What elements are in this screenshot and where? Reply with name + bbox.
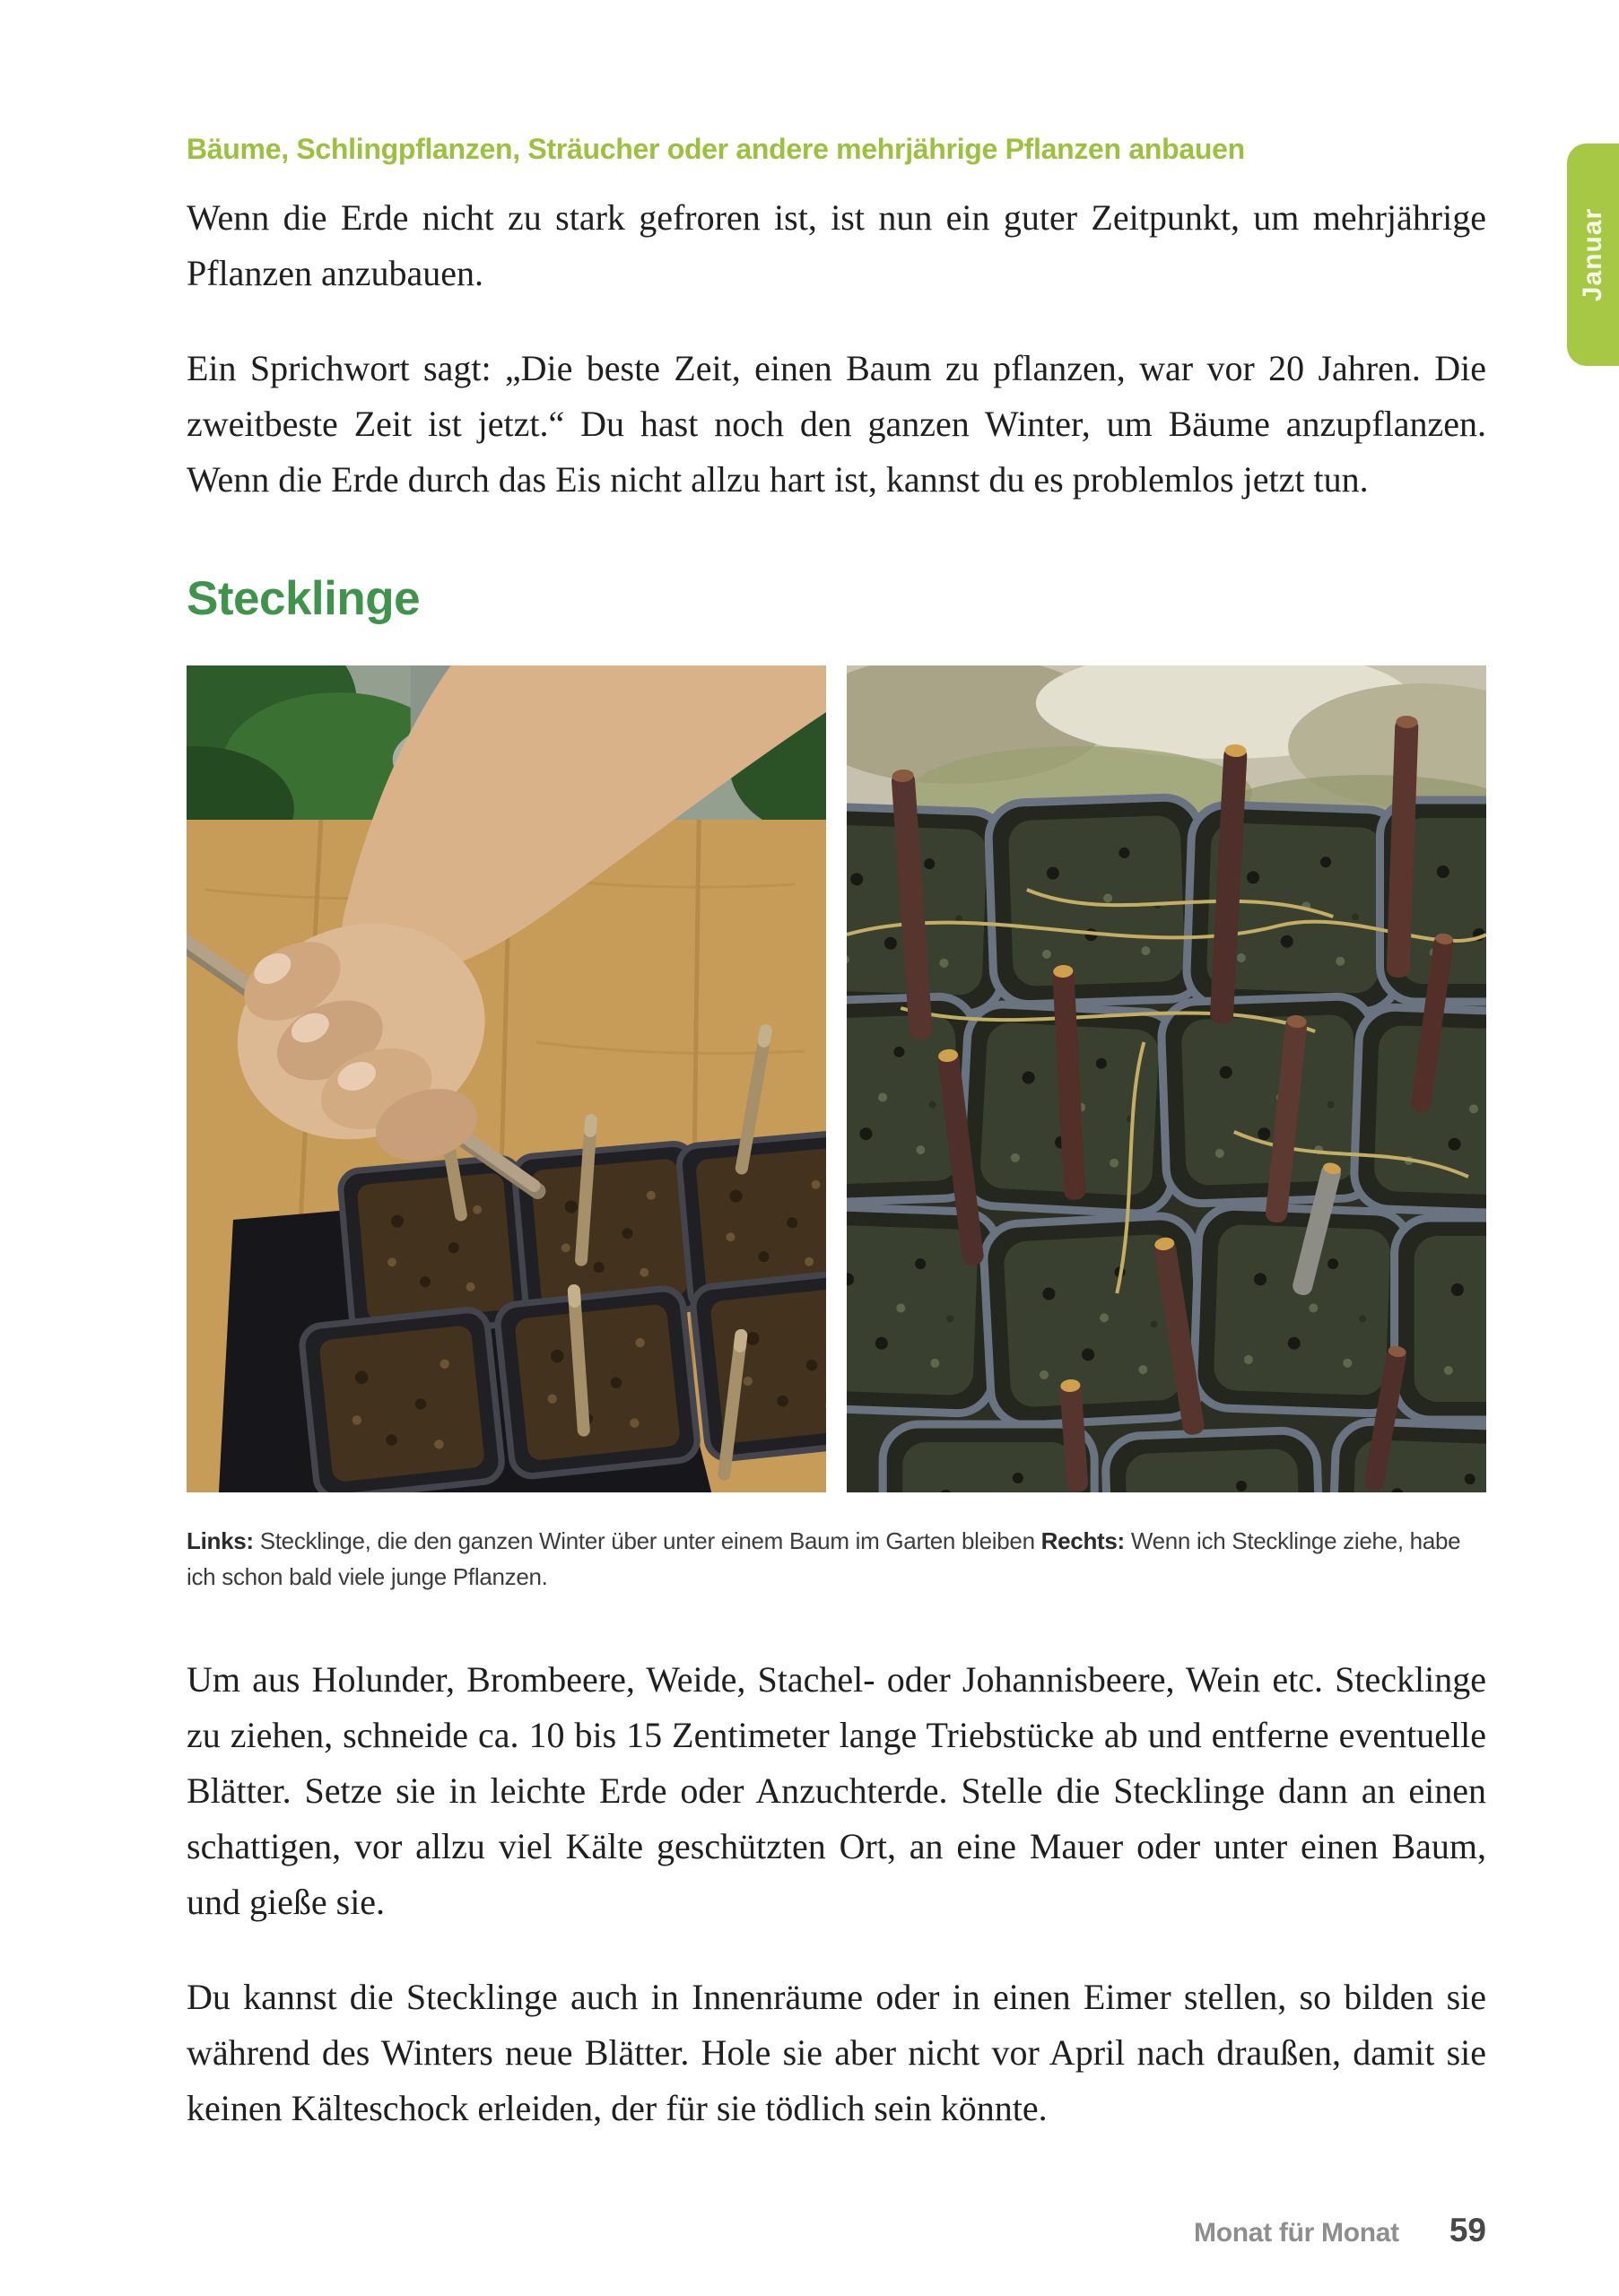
page-content xyxy=(187,0,1486,2136)
caption-links-label: Links: xyxy=(187,1527,254,1554)
paragraph-intro: Wenn die Erde nicht zu stark gefroren ist, ist nun ein guter Zeitpunkt, um mehrjährige Pflanzen anzubauen. xyxy=(187,197,1486,293)
photo-left-cuttings-tray xyxy=(187,665,826,1492)
subheading-stecklinge: Stecklinge xyxy=(187,572,421,625)
paragraph-cuttings-indoors: Du kannst die Stecklinge auch in Innenräume oder in einen Eimer stellen, so bilden sie während des Winters neue Blätter. Hole sie aber nicht vor April nach draußen, damit sie keinen Kälteschock erleiden, der für sie tödlich sein könnte. xyxy=(187,1977,1486,2128)
photo-right-cuttings-pots xyxy=(847,665,1486,1492)
paragraph-cuttings-howto: Um aus Holunder, Brombeere, Weide, Stachel- oder Johannisbeere, Wein etc. Stecklinge zu ziehen, schneide ca. 10 bis 15 Zentimeter lange Triebstücke ab und entferne eventuelle Blätter. Setze sie in leichte Erde oder Anzuchterde. Stelle die Stecklinge dann an einen schattigen, vor allzu viel Kälte geschützten Ort, an eine Mauer oder unter einen Baum, und gieße sie. xyxy=(187,1659,1486,1922)
pot-grid xyxy=(300,1132,826,1492)
photo-row xyxy=(187,665,1486,1492)
month-tab-januar xyxy=(1567,144,1619,366)
page-footer xyxy=(1194,2212,1486,2249)
caption-rechts-label: Rechts: xyxy=(1040,1527,1125,1554)
paragraph-proverb: Ein Sprichwort sagt: „Die beste Zeit, einen Baum zu pflanzen, war vor 20 Jahren. Die zweitbeste Zeit ist jetzt.“ Du hast noch den ganzen Winter, um Bäume anzupflanzen. Wenn die Erde durch das Eis nicht allzu hart ist, kannst du es problemlos jetzt tun. xyxy=(187,348,1486,500)
photo-caption xyxy=(187,1523,1486,1595)
running-title: Monat für Monat xyxy=(1194,2218,1399,2248)
caption-links-text: Stecklinge, die den ganzen Winter über unter einem Baum im Garten bleiben xyxy=(253,1527,1041,1554)
page-number: 59 xyxy=(1449,2212,1486,2248)
month-tab-label: Januar xyxy=(1578,207,1608,302)
section-heading: Bäume, Schlingpflanzen, Sträucher oder andere mehrjährige Pflanzen anbauen xyxy=(187,133,1245,165)
caption-rechts-text: Wenn ich Stecklinge ziehe, habe ich schon bald viele junge Pflanzen. xyxy=(187,1527,1461,1590)
